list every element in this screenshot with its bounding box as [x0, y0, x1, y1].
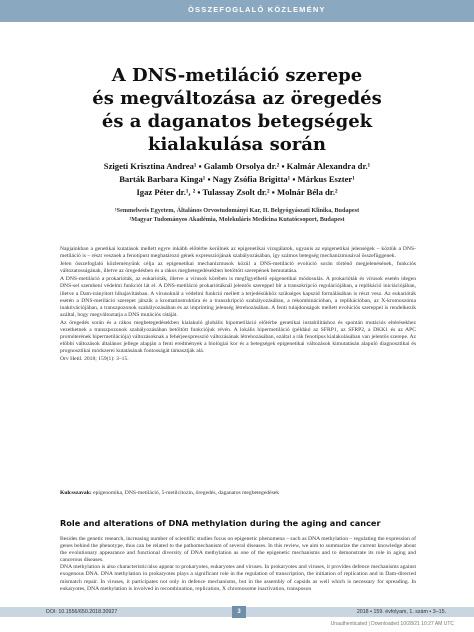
- title-line: és a daganatos betegségek: [101, 111, 373, 132]
- hungarian-abstract: [60, 246, 416, 364]
- english-paragraph: Besides the genetic research, increasing number of scientific studies focus on epigenetic phenomena – such as DNA methylation – regulating the expression of genes behind the phenotype, thus can be related to the pathomechanism of several diseases. In this review, we aim to summarize the current knowledge about the evolutionary appearance and functional diversity of DNA methylation as one of the epigenetic mechanisms and to demonstrate its role in aging and cancerous diseases.: [60, 536, 416, 564]
- author-list: [30, 160, 444, 199]
- affiliation-line: ¹Semmelweis Egyetem, Általános Orvostudományi Kar, II. Belgyógyászati Klinika, Budapest: [114, 207, 360, 214]
- title-line: kialakulása során: [148, 134, 326, 155]
- journal-citation: Orv Hetil. 2018; 159(1): 3–15.: [60, 356, 129, 363]
- title-line: és megváltozása az öregedés: [92, 88, 382, 109]
- author-line: Igaz Péter dr.¹, ² ▪ Tulassay Zsolt dr.² ▪ Molnár Béla dr.²: [136, 187, 338, 197]
- keywords-text: epigenomika, DNS-metiláció, 5-metilcitozin, öregedés, daganatos megbetegedések: [93, 490, 280, 496]
- download-stamp: Unauthenticated | Downloaded 10/28/21 10:27 AM UTC: [330, 621, 454, 627]
- abstract-paragraph: A DNS-metiláció a prokarióták, az eukarióták, illetve a vírusok körében is megfigyelhető epigenetikai módosulás. A prokarióták és vírusok esetén idegen DNS-sel szembeni védelmi funkciót lát el. A DNS-metiláció prokariótáknál jelentős szereppel bír a transzkripció regulációjában, a replikáció iniciációjában, illetve a Dam-irányított hibajavításban. A vírusoknál a védelmi funkció mellett a terjedésükhöz szükséges kapszid formálásában is részt vesz. Az eukarióták esetén a DNS-metiláció szerepet játszik a kromatinstruktúra és a transzkripció szabályozásában, a rekombinációban, a replikációban, az X-kromoszóma inaktivációjában, a transzpozonok szabályozásában és az imprinting jelenség létrehozásában. A fenti tulajdonságok mellett evolúciós szereppel is rendelkezik azáltal, hogy megváltoztatja a DNS mutációs rátáját.: [60, 276, 416, 318]
- affiliation-line: ²Magyar Tudományos Akadémia, Molekuláris Medicina Kutatócsoport, Budapest: [129, 216, 345, 223]
- title-line: A DNS-metiláció szerepe: [111, 65, 363, 86]
- english-abstract: [60, 536, 416, 593]
- abstract-paragraph: Jelen összefoglaló közleményünk célja az epigenetikai mechanizmusok közül a DNS-metiláció evolúció során történő megjelenésének, funkciós változatosságának, illetve az öregedésben és a rákos megbetegedésekben betöltött szerepének bemutatása.: [60, 261, 416, 275]
- abstract-paragraph: Napjainkban a genetikai kutatások mellett egyre inkább előtérbe kerülnek az epigenetikai vizsgálatok, ugyanis az epigenetikai jelenségek – köztük a DNS-metiláció is – részt vesznek a fenotípust meghatározó gének expressziójának szabályozásában, így számos betegség mechanizmusával összefüggenek.: [60, 246, 416, 260]
- abstract-paragraph: Az öregedés során és a rákos megbetegedésekben kialakuló globális hipometiláció előtérbe genetikai instabilitáshoz és spontán mutációs eltérésekhez vezethetnek a transzpozonok szabályozásában betöltött funkciójuk révén. A lokális hipermetiláció (például az SFRP1, az SFRP2, a DKK1 és az APC promóterének hipermetilációja) változásoknak a fehérjeexpresszió változásának létrehozásában, ezáltal a rák fenotípus kialakulásában van jelentős szerepe. Az előbbi változások általános jellege alapján a fenti eredmények a biológiai kor és a betegségek epigenetikai változások kimutatásán alapuló diagnosztikai és prognosztikai módszerei kutatásának fontosságát támasztják alá.: [60, 319, 416, 355]
- article-type-label: ÖSSZEFOGLALÓ KÖZLEMÉNY: [188, 5, 326, 14]
- affiliations: [40, 206, 434, 224]
- keywords-label: Kulcsszavak:: [60, 490, 92, 496]
- page-number: 3: [232, 606, 246, 618]
- english-paragraph: DNA methylation is also characteristic/also appear to prokaryotes, eukaryotes and viruses. In prokaryotes and viruses, it provides defence mechanisms against exogenous DNA. DNA methylation in prokaryotes plays a significant role in the regulation of transcription, the initiation of replication and in Dam-directed mismatch repair. In viruses, it participates not only in defence mechanisms, but in the assembly of capsids as well which is necessary for spreading. In eukaryotes, DNA methylation is involved in recombination, replication, X chromosome inactivation, transposon: [60, 564, 416, 592]
- author-line: Szigeti Krisztina Andrea¹ ▪ Galamb Orsolya dr.² ▪ Kalmár Alexandra dr.¹: [103, 161, 371, 171]
- issue-citation: 2018 ▪ 159. évfolyam, 1. szám ▪ 3–15.: [356, 609, 446, 615]
- keywords: [60, 490, 416, 497]
- english-title: Role and alterations of DNA methylation during the aging and cancer: [60, 518, 381, 528]
- author-line: Barták Barbara Kinga¹ ▪ Nagy Zsófia Brigitta¹ ▪ Márkus Eszter¹: [119, 174, 355, 184]
- doi-link[interactable]: DOI: 10.1556/650.2018.30927: [46, 609, 118, 615]
- article-title: [0, 64, 474, 156]
